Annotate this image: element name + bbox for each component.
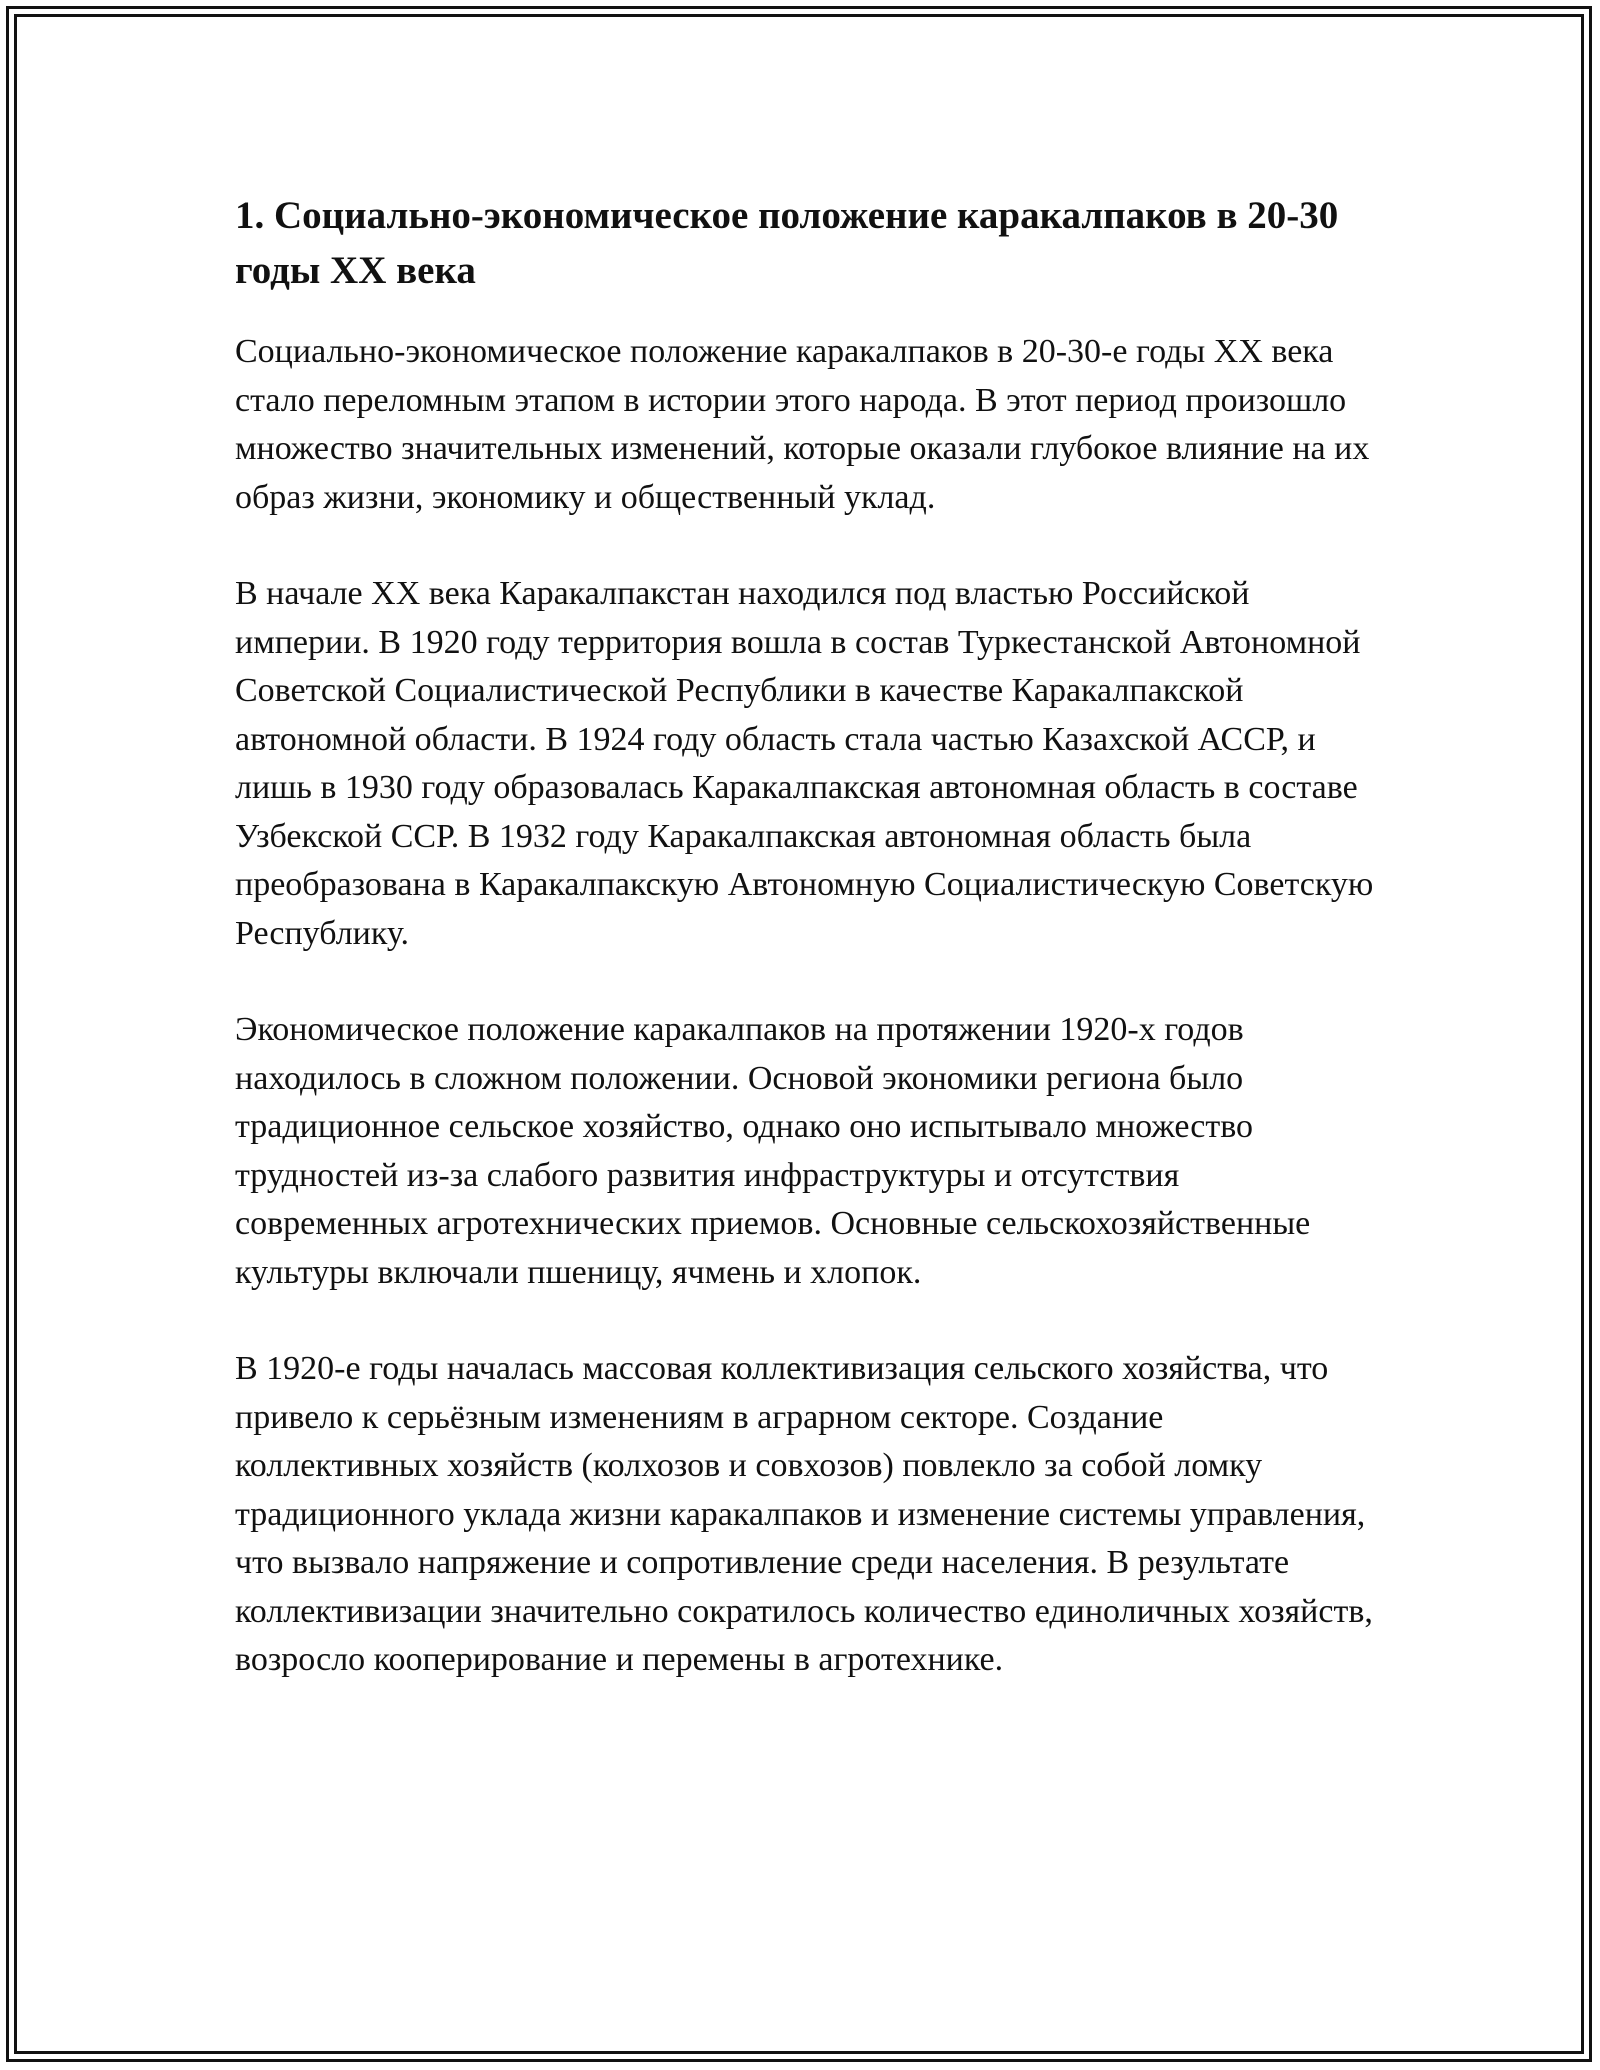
section-heading: 1. Социально-экономическое положение каракалпаков в 20-30 годы XX века <box>235 194 1339 292</box>
paragraph-2: В начале XX века Каракалпакстан находился под властью Российской империи. В 1920 году территория вошла в состав Туркестанской Автономной Советской Социалистической Республики в качестве Каракалпакской автономной области. В 1924 году область стала частью Казахской АССР, и лишь в 1930 году образовалась Каракалпакская автономная область в составе Узбекской ССР. В 1932 году Каракалпакская автономная область была преобразована в Каракалпакскую Автономную Социалистическую Советскую Республику. <box>235 575 1374 952</box>
paragraph-1: Социально-экономическое положение каракалпаков в 20-30-е годы XX века стало переломным этапом в истории этого народа. В этот период произошло множество значительных изменений, которые оказали глубокое влияние на их образ жизни, экономику и общественный уклад. <box>235 333 1370 516</box>
document-body <box>235 188 1375 1733</box>
paragraph-4: В 1920-е годы началась массовая коллективизация сельского хозяйства, что привело к серьёзным изменениям в аграрном секторе. Создание коллективных хозяйств (колхозов и совхозов) повлекло за собой ломку традиционного уклада жизни каракалпаков и изменение системы управления, что вызвало напряжение и сопротивление среди населения. В результате коллективизации значительно сократилось количество единоличных хозяйств, возросло кооперирование и перемены в агротехнике. <box>235 1350 1373 1678</box>
paragraph-3: Экономическое положение каракалпаков на протяжении 1920-х годов находилось в сложном положении. Основой экономики региона было традиционное сельское хозяйство, однако оно испытывало множество трудностей из-за слабого развития инфраструктуры и отсутствия современных агротехнических приемов. Основные сельскохозяйственные культуры включали пшеницу, ячмень и хлопок. <box>235 1011 1311 1291</box>
